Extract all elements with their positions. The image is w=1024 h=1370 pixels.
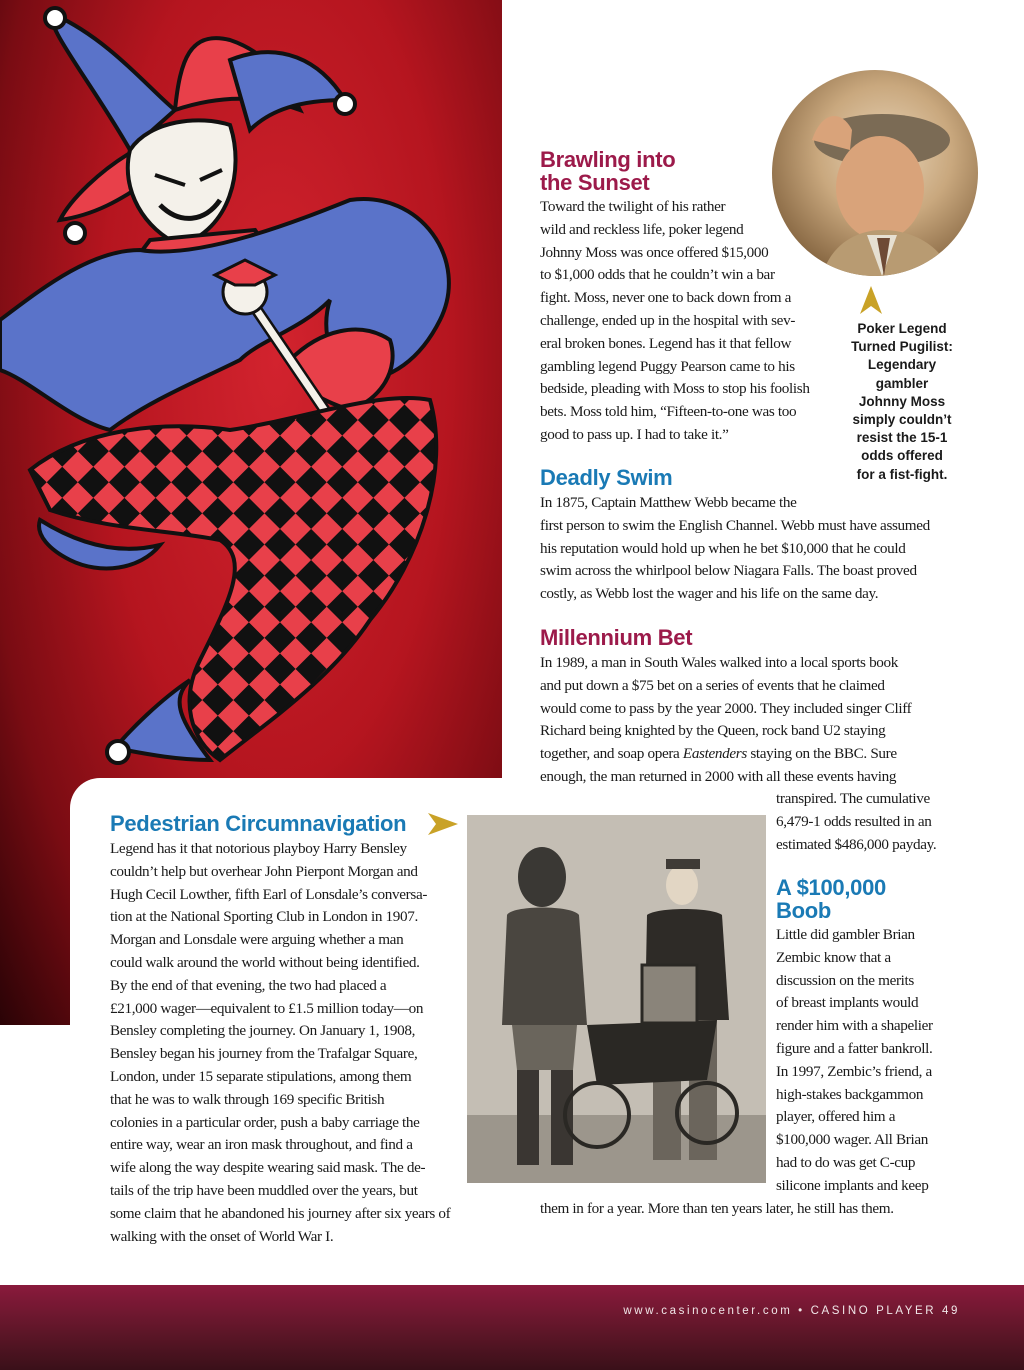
heading-boob: A $100,000 Boob	[776, 875, 886, 923]
text-line: to $1,000 odds that he couldn’t win a bar	[540, 266, 775, 284]
text-line: tails of the trip have been muddled over the years, but	[110, 1181, 418, 1199]
heading-brawling: Brawling into the Sunset	[540, 147, 676, 195]
bensley-photo	[467, 815, 766, 1183]
text-line: 6,479-1 odds resulted in an	[776, 812, 932, 830]
text-line: transpired. The cumulative	[776, 790, 930, 807]
text-line: first person to swim the English Channel. Webb must have assumed	[540, 516, 930, 534]
text-line: bets. Moss told him, “Fifteen-to-one was too	[540, 403, 797, 421]
text-line: Toward the twilight of his rather	[540, 198, 726, 215]
text-line: Johnny Moss was once offered $15,000	[540, 243, 769, 261]
section-deadly-swim	[540, 466, 970, 606]
heading-deadly-swim: Deadly Swim	[540, 465, 673, 490]
text-line: had to do was get C-cup	[776, 1153, 916, 1171]
show-title: Eastenders	[682, 745, 747, 763]
text-line: entire way, wear an iron mask throughout, and find a	[110, 1136, 413, 1154]
moss-photo-caption: Poker Legend Turned Pugilist: Legendary gambler Johnny Moss simply couldn’t resist the 15-1 odds offered for a fist-fight.	[851, 321, 953, 482]
text-line: Little did gambler Brian	[776, 926, 915, 943]
text-line: In 1997, Zembic’s friend, a	[776, 1062, 932, 1080]
text-line: costly, as Webb lost the wager and his life on the same day.	[540, 585, 879, 603]
text-line: colonies in a particular order, push a baby carriage the	[110, 1113, 420, 1131]
footer-text: www.casinocenter.com • CASINO PLAYER 49	[623, 1305, 960, 1317]
page-footer	[0, 1285, 1024, 1370]
text-line: wife along the way despite wearing said mask. The de-	[110, 1159, 426, 1177]
text-line: his reputation would hold up when he bet $10,000 that he could	[540, 539, 906, 557]
section-millennium-continued	[776, 788, 976, 856]
section-boob-last-line	[540, 1198, 980, 1221]
text-line: By the end of that evening, the two had placed a	[110, 976, 387, 994]
section-pedestrian	[110, 812, 480, 1248]
text-line: tion at the National Sporting Club in London in 1907.	[110, 908, 418, 926]
text-line: discussion on the merits	[776, 971, 914, 989]
text-line: and put down a $75 bet on a series of events that he claimed	[540, 676, 885, 694]
section-boob	[776, 876, 976, 1198]
text-line: eral broken bones. Legend has it that fellow	[540, 334, 792, 352]
text-line: Richard being knighted by the Queen, rock band U2 staying	[540, 722, 886, 740]
text-line: silicone implants and keep	[776, 1176, 929, 1194]
text-line: render him with a shapelier	[776, 1017, 933, 1035]
text-line: fight. Moss, never one to back down from a	[540, 289, 792, 307]
text-line: that he was to walk through 169 specific British	[110, 1090, 385, 1108]
arrow-up-icon	[860, 286, 882, 314]
text-line: In 1875, Captain Matthew Webb became the	[540, 494, 797, 511]
text-line: wild and reckless life, poker legend	[540, 220, 744, 238]
text-line: them in for a year. More than ten years later, he still has them.	[540, 1200, 894, 1217]
text-line: Zembic know that a	[776, 948, 891, 966]
text-line: In 1989, a man in South Wales walked into a local sports book	[540, 654, 899, 671]
text-line: of breast implants would	[776, 994, 919, 1012]
text-line: Bensley began his journey from the Trafalgar Square,	[110, 1045, 418, 1063]
text-line: could walk around the world without being identified.	[110, 953, 420, 971]
text-line: couldn’t help but overhear John Pierpont Morgan and	[110, 862, 418, 880]
heading-pedestrian: Pedestrian Circumnavigation	[110, 811, 407, 836]
text-line: figure and a fatter bankroll.	[776, 1039, 933, 1057]
text-line: would come to pass by the year 2000. They included singer Cliff	[540, 699, 912, 717]
text-line: $100,000 wager. All Brian	[776, 1131, 928, 1149]
text-line: Hugh Cecil Lowther, fifth Earl of Lonsdale’s conversa-	[110, 885, 428, 903]
text-line: £21,000 wager—equivalent to £1.5 million today—on	[110, 999, 424, 1017]
text-line: some claim that he abandoned his journey after six years of	[110, 1204, 451, 1222]
text-line: gambling legend Puggy Pearson came to his	[540, 357, 795, 375]
text-line: Morgan and Lonsdale were arguing whether a man	[110, 931, 404, 949]
text-line: Bensley completing the journey. On January 1, 1908,	[110, 1022, 416, 1040]
text-line: estimated $486,000 payday.	[776, 835, 937, 853]
text-line: walking with the onset of World War I.	[110, 1227, 334, 1245]
text-line: enough, the man returned in 2000 with all these events having	[540, 767, 897, 785]
text-line: challenge, ended up in the hospital with sev-	[540, 311, 796, 329]
text-line: high-stakes backgammon	[776, 1085, 924, 1103]
text-line: London, under 15 separate stipulations, among them	[110, 1067, 412, 1085]
arrow-right-icon	[428, 813, 458, 835]
section-millennium-bet	[540, 626, 970, 789]
text-line: swim across the whirlpool below Niagara Falls. The boast proved	[540, 562, 917, 580]
text-line: together, and soap opera Eastenders staying on the BBC. Sure	[540, 745, 897, 763]
text-line: player, offered him a	[776, 1108, 896, 1126]
heading-millennium-bet: Millennium Bet	[540, 625, 693, 650]
text-line: bedside, pleading with Moss to stop his foolish	[540, 380, 810, 398]
section-brawling	[540, 148, 840, 447]
text-line: good to pass up. I had to take it.”	[540, 425, 729, 443]
text-line: Legend has it that notorious playboy Harry Bensley	[110, 840, 407, 857]
